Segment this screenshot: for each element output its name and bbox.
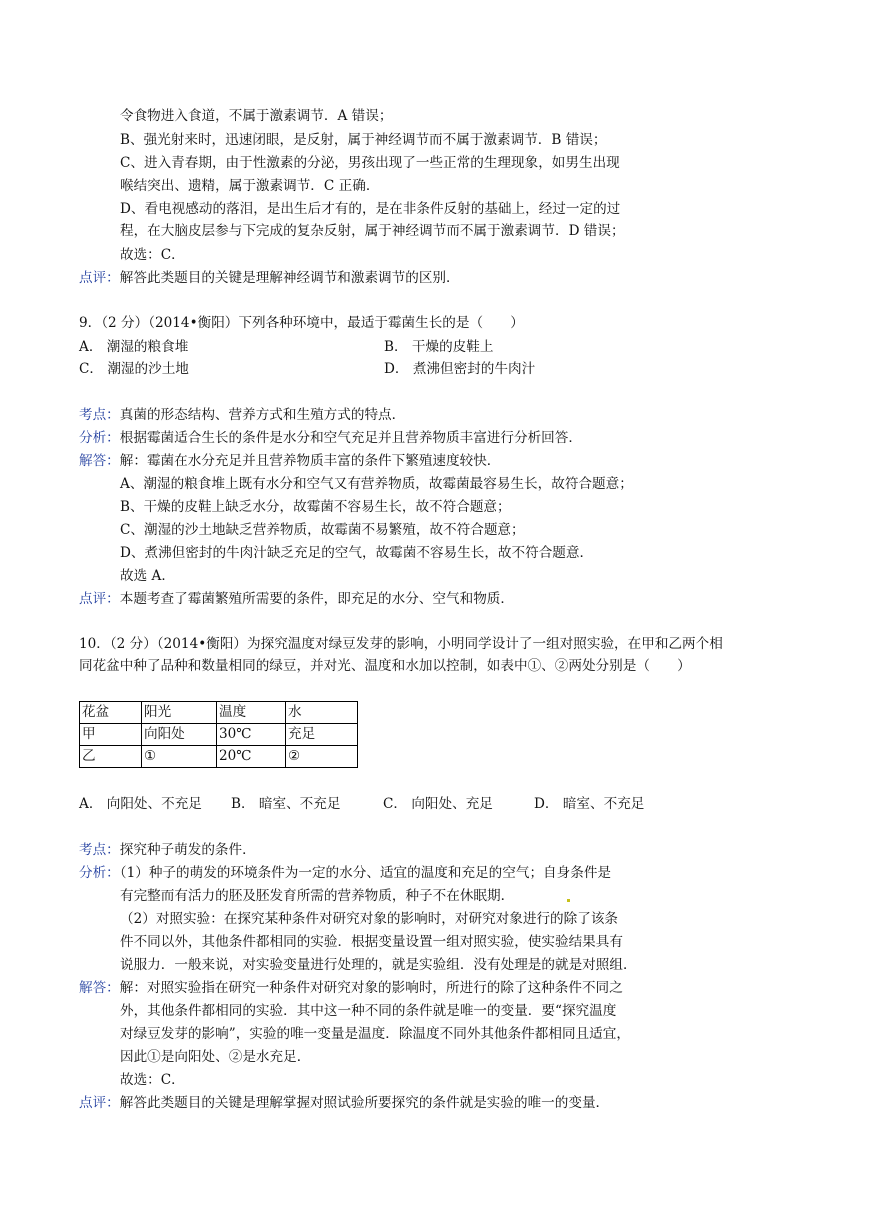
q10-fenxi-line: 说服力．一般来说，对实验变量进行处理的，就是实验组．没有处理是的就是对照组． — [120, 957, 637, 973]
jieda-label: 解答： — [79, 453, 120, 469]
q9-jieda-line: B、干燥的皮鞋上缺乏水分，故霉菌不容易生长，故不符合题意； — [120, 499, 511, 515]
dianping-label: 点评： — [79, 1095, 120, 1111]
q10-jieda — [79, 979, 623, 997]
kaodian-label: 考点： — [79, 407, 120, 423]
q9-option-a: A． 潮湿的粮食堆 — [79, 339, 189, 355]
fenxi-text: 根据霉菌适合生长的条件是水分和空气充足并且营养物质丰富进行分析回答． — [119, 430, 582, 446]
q9-option-c: C． 潮湿的沙土地 — [79, 361, 189, 377]
q10-fenxi-line: 件不同以外，其他条件都相同的实验．根据变量设置一组对照实验，使实验结果具有 — [120, 934, 623, 950]
q9-fenxi — [79, 429, 582, 447]
q10-option-b: B． 暗室、不充足 — [231, 796, 341, 812]
q10-fenxi-line: 有完整而有活力的胚及胚发育所需的营养物质，种子不在休眠期． — [120, 888, 515, 904]
q10-dianping — [79, 1094, 609, 1112]
prev-answer-line: B、强光射来时，迅速闭眼，是反射，属于神经调节而不属于激素调节．B 错误； — [120, 132, 607, 148]
q10-option-d: D． 暗室、不充足 — [534, 796, 645, 812]
kaodian-label: 考点： — [79, 842, 120, 858]
table-header-cell: 水 — [286, 702, 358, 724]
q9-jieda — [79, 452, 500, 470]
q10-jieda-line: 因此①是向阳处、②是水充足． — [120, 1049, 311, 1065]
table-cell: 乙 — [80, 746, 142, 768]
q9-jieda-line: A、潮湿的粮食堆上既有水分和空气又有营养物质，故霉菌最容易生长，故符合题意； — [120, 476, 633, 492]
kaodian-text: 真菌的形态结构、营养方式和生殖方式的特点． — [119, 407, 406, 423]
q9-jieda-line: C、潮湿的沙土地缺乏营养物质，故霉菌不易繁殖，故不符合题意； — [120, 522, 525, 538]
q10-stem-line-2: 同花盆中种了品种和数量相同的绿豆，并对光、温度和水加以控制，如表中①、②两处分别是（ ） — [79, 658, 691, 674]
jieda-label: 解答： — [79, 980, 120, 996]
experiment-table — [79, 701, 358, 768]
q9-option-b: B． 干燥的皮鞋上 — [384, 339, 494, 355]
jieda-text: 解：对照实验指在研究一种条件对研究对象的影响时，所进行的除了这种条件不同之 — [119, 980, 623, 996]
table-cell: 30℃ — [217, 724, 286, 746]
dianping-text: 解答此类题目的关键是理解掌握对照试验所要探究的条件就是实验的唯一的变量． — [119, 1095, 610, 1111]
table-cell: ① — [142, 746, 217, 768]
table-cell: 20℃ — [217, 746, 286, 768]
table-cell: 充足 — [286, 724, 358, 746]
prev-answer-line: 故选：C． — [120, 247, 185, 263]
table-header-cell: 温度 — [217, 702, 286, 724]
prev-answer-line: 程，在大脑皮层参与下完成的复杂反射，属于神经调节而不属于激素调节．D 错误； — [120, 223, 625, 239]
fenxi-label: 分析： — [79, 430, 120, 446]
q9-stem: 9．（2 分）（2014•衡阳）下列各种环境中，最适于霉菌生长的是（ ） — [79, 315, 524, 331]
q9-dianping — [79, 590, 514, 608]
fenxi-text: （1）种子的萌发的环境条件为一定的水分、适宜的温度和充足的空气；自身条件是 — [119, 865, 612, 881]
dianping-label: 点评： — [79, 591, 120, 607]
comment-text: 解答此类题目的关键是理解神经调节和激素调节的区别． — [119, 270, 460, 286]
q9-jieda-line: D、煮沸但密封的牛肉汁缺乏充足的空气，故霉菌不容易生长，故不符合题意． — [120, 545, 594, 561]
q10-jieda-line: 故选：C． — [120, 1072, 185, 1088]
kaodian-text: 探究种子萌发的条件． — [119, 842, 256, 858]
q10-fenxi — [79, 864, 611, 882]
q10-stem-line-1: 10．（2 分）（2014•衡阳）为探究温度对绿豆发芽的影响，小明同学设计了一组对照实验，在甲和乙两个相 — [79, 636, 723, 652]
prev-comment — [79, 269, 460, 287]
table-header-cell: 花盆 — [80, 702, 142, 724]
q10-jieda-line: 外，其他条件都相同的实验．其中这一种不同的条件就是唯一的变量．要“探究温度 — [120, 1003, 617, 1019]
table-cell: 甲 — [80, 724, 142, 746]
q9-jieda-line: 故选 A． — [120, 568, 175, 584]
q10-jieda-line: 对绿豆发芽的影响”，实验的唯一变量是温度．除温度不同外其他条件都相同且适宜， — [120, 1026, 630, 1042]
q9-option-d: D． 煮沸但密封的牛肉汁 — [384, 361, 536, 377]
table-header-row — [80, 702, 358, 724]
table-header-cell: 阳光 — [142, 702, 217, 724]
fenxi-label: 分析： — [79, 865, 120, 881]
q10-kaodian — [79, 841, 256, 859]
prev-answer-line: 令食物进入食道，不属于激素调节．A 错误； — [120, 108, 393, 124]
table-row — [80, 724, 358, 746]
prev-answer-line: D、看电视感动的落泪，是出生后才有的，是在非条件反射的基础上，经过一定的过 — [120, 201, 621, 217]
table-cell: ② — [286, 746, 358, 768]
table-cell: 向阳处 — [142, 724, 217, 746]
comment-label: 点评： — [79, 270, 120, 286]
dianping-text: 本题考查了霉菌繁殖所需要的条件，即充足的水分、空气和物质． — [119, 591, 514, 607]
table-row — [80, 746, 358, 768]
prev-answer-line: 喉结突出、遗精，属于激素调节．C 正确． — [120, 178, 380, 194]
jieda-text: 解：霉菌在水分充足并且营养物质丰富的条件下繁殖速度较快． — [119, 453, 501, 469]
q9-kaodian — [79, 406, 405, 424]
q10-option-c: C． 向阳处、充足 — [383, 796, 493, 812]
q10-option-a: A． 向阳处、不充足 — [79, 796, 202, 812]
prev-answer-line: C、进入青春期，由于性激素的分泌，男孩出现了一些正常的生理现象，如男生出现 — [120, 155, 620, 171]
q10-fenxi-line: （2）对照实验：在探究某种条件对研究对象的影响时，对研究对象进行的除了该条 — [120, 911, 619, 927]
yellow-dot-mark — [567, 899, 570, 902]
